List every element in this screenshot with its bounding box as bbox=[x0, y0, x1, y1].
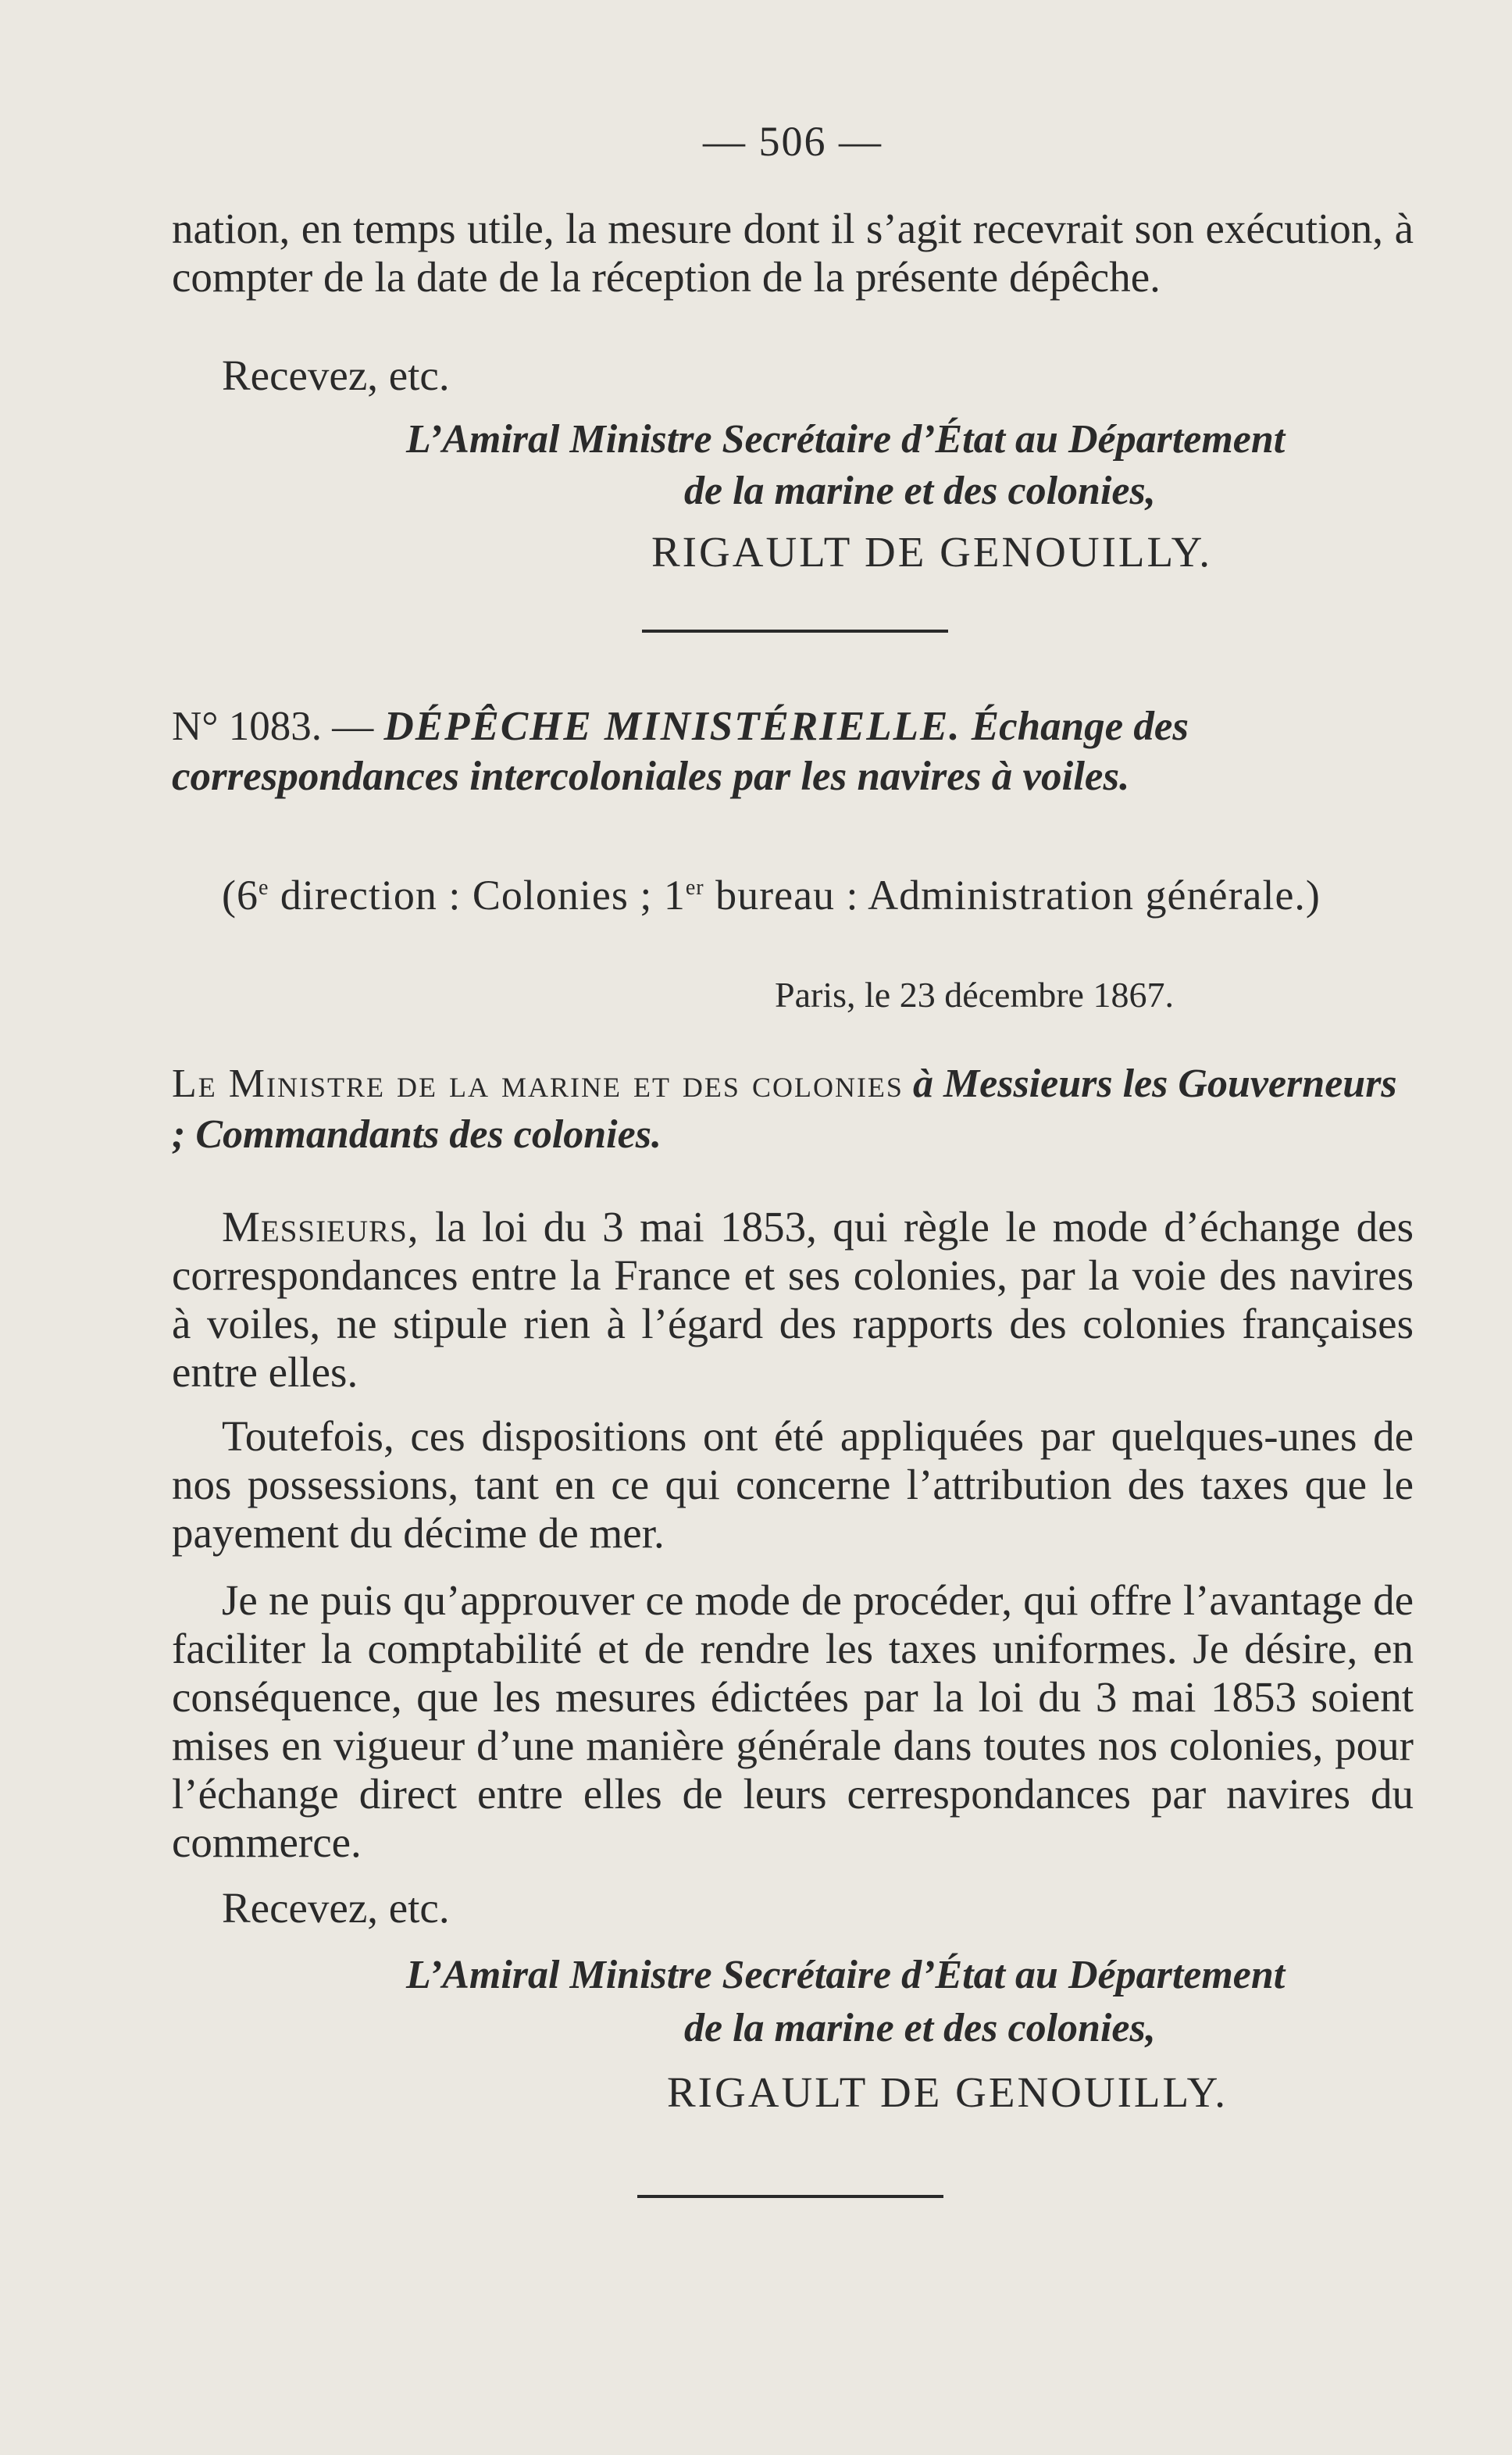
page-number: — 506 — bbox=[703, 118, 883, 165]
direction-sup-2: er bbox=[685, 876, 704, 900]
direction-mid: direction : Colonies ; 1 bbox=[269, 872, 686, 919]
dispatch-heading bbox=[172, 701, 1414, 801]
signature-1-title-line: L’Amiral Ministre Secrétaire d’État au Département bbox=[406, 417, 1286, 462]
separator-rule-2 bbox=[637, 2195, 943, 2198]
closing-formula-1: Recevez, etc. bbox=[222, 351, 450, 399]
direction-suffix: bureau : Administration générale.) bbox=[704, 872, 1321, 919]
continuation-paragraph: nation, en temps utile, la mesure dont il s’agit recevrait son exécution, à compter de la date de la réception de la présente dépêche. bbox=[172, 205, 1414, 301]
signature-1-name: RIGAULT DE GENOUILLY. bbox=[651, 528, 1212, 576]
dispatch-number: N° 1083. — bbox=[172, 704, 374, 749]
body-paragraph-2: Toutefois, ces dispositions ont été appliquées par quelques-unes de nos possessions, tant en ce qui concerne l’attribution des taxes que le payement du décime de mer. bbox=[172, 1412, 1414, 1557]
address-from: Le Ministre de la marine et des colonies bbox=[172, 1062, 904, 1106]
dateline: Paris, le 23 décembre 1867. bbox=[775, 975, 1174, 1015]
body-paragraph-1 bbox=[172, 1203, 1414, 1397]
body-paragraph-3: Je ne puis qu’approuver ce mode de procéder, qui offre l’avantage de faciliter la comptabilité et de rendre les taxes uniformes. Je désire, en conséquence, que les mesures édictées par la loi du 3 mai 1853 soient mises en vigueur d’une manière générale dans toutes nos colonies, pour l’échange direct entre elles de leurs cerrespondances par navires du commerce. bbox=[172, 1576, 1414, 1866]
direction-sup-1: e bbox=[258, 876, 269, 900]
direction-prefix: (6 bbox=[222, 872, 259, 919]
closing-formula-2: Recevez, etc. bbox=[222, 1884, 450, 1932]
body-paragraph-1-text: la loi du 3 mai 1853, qui règle le mode d’échange des correspondances entre la France et ses colonies, par la voie des navires à voiles, ne stipule rien à l’égard des rapports des colonies françaises entre elles. bbox=[172, 1203, 1414, 1396]
salutation: Messieurs, bbox=[222, 1203, 419, 1251]
address-line bbox=[172, 1059, 1414, 1161]
signature-1-department-line: de la marine et des colonies, bbox=[684, 469, 1156, 513]
signature-2-title-line: L’Amiral Ministre Secrétaire d’État au Département bbox=[406, 1953, 1286, 1997]
separator-rule-1 bbox=[642, 630, 948, 633]
signature-2-name: RIGAULT DE GENOUILLY. bbox=[667, 2068, 1228, 2116]
direction-line bbox=[222, 864, 1417, 919]
address-to: à Messieurs les Gouverneurs ; Commandants des colonies. bbox=[172, 1062, 1397, 1157]
signature-2-department-line: de la marine et des colonies, bbox=[684, 2006, 1156, 2050]
dispatch-subject: Échange des correspondances intercoloniales par les navires à voiles. bbox=[172, 704, 1189, 799]
dispatch-title: DÉPÊCHE MINISTÉRIELLE. bbox=[383, 704, 961, 749]
